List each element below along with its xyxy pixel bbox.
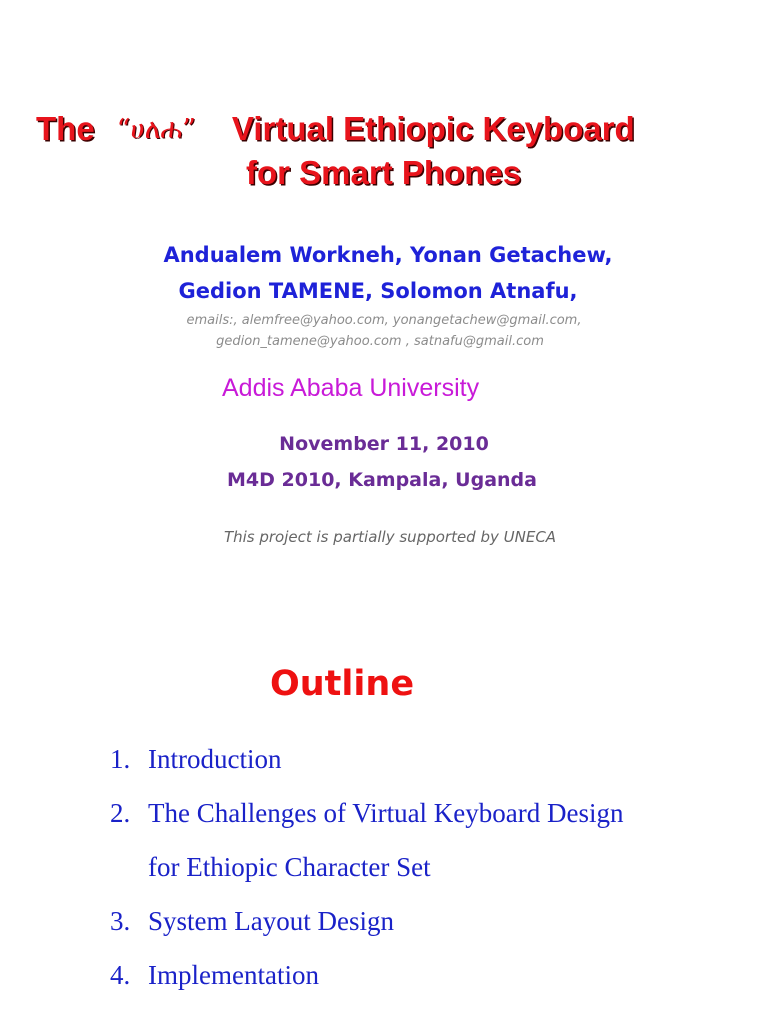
emails-line-2: gedion_tamene@yahoo.com , satnafu@gmail.com bbox=[216, 334, 544, 349]
emails-line-1: emails:, alemfree@yahoo.com, yonangetachew@gmail.com, bbox=[186, 313, 582, 328]
presentation-date: November 11, 2010 bbox=[279, 433, 489, 455]
title-line-1 bbox=[36, 112, 635, 145]
support-note: This project is partially supported by UNECA bbox=[223, 528, 557, 546]
outline-item bbox=[110, 962, 624, 989]
outline-slide bbox=[0, 580, 768, 1024]
outline-item-continuation: for Ethiopic Character Set bbox=[148, 852, 431, 882]
outline-list bbox=[110, 746, 624, 1016]
outline-item-number: 3. bbox=[110, 906, 131, 936]
title-line-1-rest: Virtual Ethiopic Keyboard bbox=[231, 110, 635, 147]
outline-item-number: 4. bbox=[110, 960, 131, 990]
outline-item-text: The Challenges of Virtual Keyboard Design bbox=[148, 798, 624, 828]
amharic-keyboard-name: “ሀለሐ” bbox=[116, 114, 196, 145]
authors-line-2: Gedion TAMENE, Solomon Atnafu, bbox=[178, 279, 578, 303]
title-word-the: The bbox=[36, 110, 95, 147]
outline-item-text: Introduction bbox=[148, 744, 282, 774]
university-name: Addis Ababa University bbox=[222, 374, 480, 402]
outline-item-number: 2. bbox=[110, 798, 131, 828]
outline-item-text: System Layout Design bbox=[148, 906, 394, 936]
outline-item bbox=[110, 908, 624, 935]
outline-heading: Outline bbox=[270, 664, 415, 704]
outline-item-text: Implementation bbox=[148, 960, 319, 990]
cropped-next-item bbox=[110, 1018, 190, 1024]
outline-item-number: 1. bbox=[110, 744, 131, 774]
title-line-2: for Smart Phones bbox=[246, 154, 522, 191]
conference-venue: M4D 2010, Kampala, Uganda bbox=[227, 469, 537, 491]
outline-item bbox=[110, 746, 624, 773]
outline-item bbox=[110, 800, 624, 881]
authors-line-1: Andualem Workneh, Yonan Getachew, bbox=[163, 243, 613, 267]
